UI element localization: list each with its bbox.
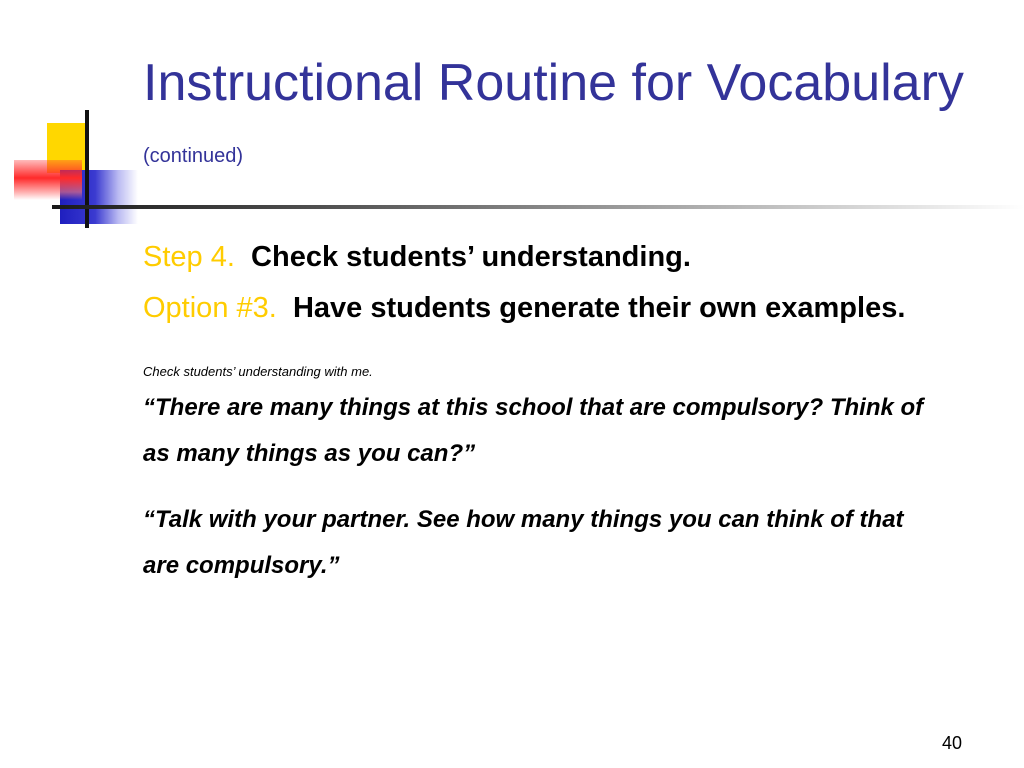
- decorative-vertical-line: [85, 110, 89, 228]
- slide-content: [143, 232, 943, 589]
- step-text: Check students’ understanding.: [251, 241, 691, 273]
- quote-talk-with-partner: “Talk with your partner. See how many things you can think of that are compulsory.”: [143, 506, 904, 579]
- step-tag: Step 4.: [143, 241, 235, 273]
- quote-compulsory-things: “There are many things at this school that are compulsory? Think of as many things as you can?”: [143, 394, 924, 467]
- slide-title: [143, 52, 1003, 187]
- option-tag: Option #3.: [143, 292, 277, 324]
- page-number: 40: [941, 733, 962, 753]
- option-text: Have students generate their own examples.: [292, 292, 906, 324]
- title-underline-rule: [52, 205, 1024, 209]
- slide-title-main: Instructional Routine for Vocabulary: [143, 54, 964, 112]
- step-line: [143, 232, 943, 283]
- option-line: [143, 283, 943, 334]
- slide-title-continued: (continued): [143, 145, 244, 167]
- teacher-note: Check students’ understanding with me.: [143, 364, 373, 379]
- decorative-red-square: [14, 160, 82, 200]
